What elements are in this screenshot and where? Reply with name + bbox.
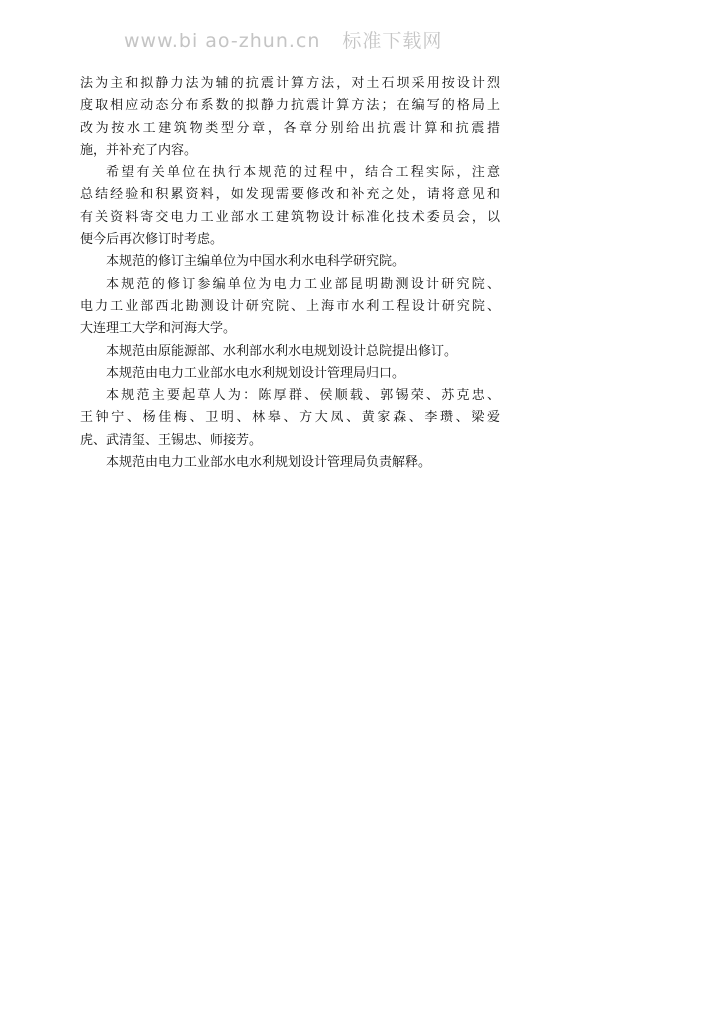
text-line: 本规范由电力工业部水电水利规划设计管理局负责解释。 [106,455,432,471]
text-line: 大连理工大学和河海大学。 [80,321,237,337]
text-line: 本规范的修订主编单位为中国水利水电科学研究院。 [106,254,406,270]
paragraph [80,385,500,452]
document-body [80,73,500,474]
paragraph [80,363,500,385]
paragraph [80,341,500,363]
text-line: 王钟宁、杨佳梅、卫明、林皋、方大凤、黄家森、李瓒、梁爱 [80,410,500,426]
text-line: 本规范的修订参编单位为电力工业部昆明勘测设计研究院、 [106,276,500,292]
text-line: 法为主和拟静力法为辅的抗震计算方法，对土石坝采用按设计烈 [80,76,500,91]
text-line: 有关资料寄交电力工业部水工建筑物设计标准化技术委员会，以 [80,209,500,225]
paragraph [80,251,500,273]
paragraph [80,162,500,251]
text-line: 希望有关单位在执行本规范的过程中，结合工程实际，注意 [106,165,500,181]
text-line: 本规范由电力工业部水电水利规划设计管理局归口。 [106,365,406,381]
text-line: 施，并补充了内容。 [80,142,198,158]
watermark [124,26,442,53]
watermark-url: www.bi ao-zhun.cn [124,30,321,52]
paragraph [80,274,500,341]
paragraph [80,452,500,474]
text-line: 度取相应动态分布系数的拟静力抗震计算方法；在编写的格局上 [80,98,500,114]
text-line: 电力工业部西北勘测设计研究院、上海市水利工程设计研究院、 [80,298,500,314]
text-line: 便今后再次修订时考虑。 [80,232,224,248]
text-line: 本规范主要起草人为：陈厚群、侯顺载、郭锡荣、苏克忠、 [106,388,500,404]
text-line: 虎、武清玺、王锡忠、师接芳。 [80,432,263,448]
text-line: 本规范由原能源部、水利部水利水电规划设计总院提出修订。 [106,343,458,359]
watermark-site-name: 标准下载网 [342,30,443,52]
text-line: 改为按水工建筑物类型分章，各章分别给出抗震计算和抗震措 [80,120,500,136]
paragraph [80,73,500,162]
text-line: 总结经验和积累资料，如发现需要修改和补充之处，请将意见和 [80,187,500,203]
